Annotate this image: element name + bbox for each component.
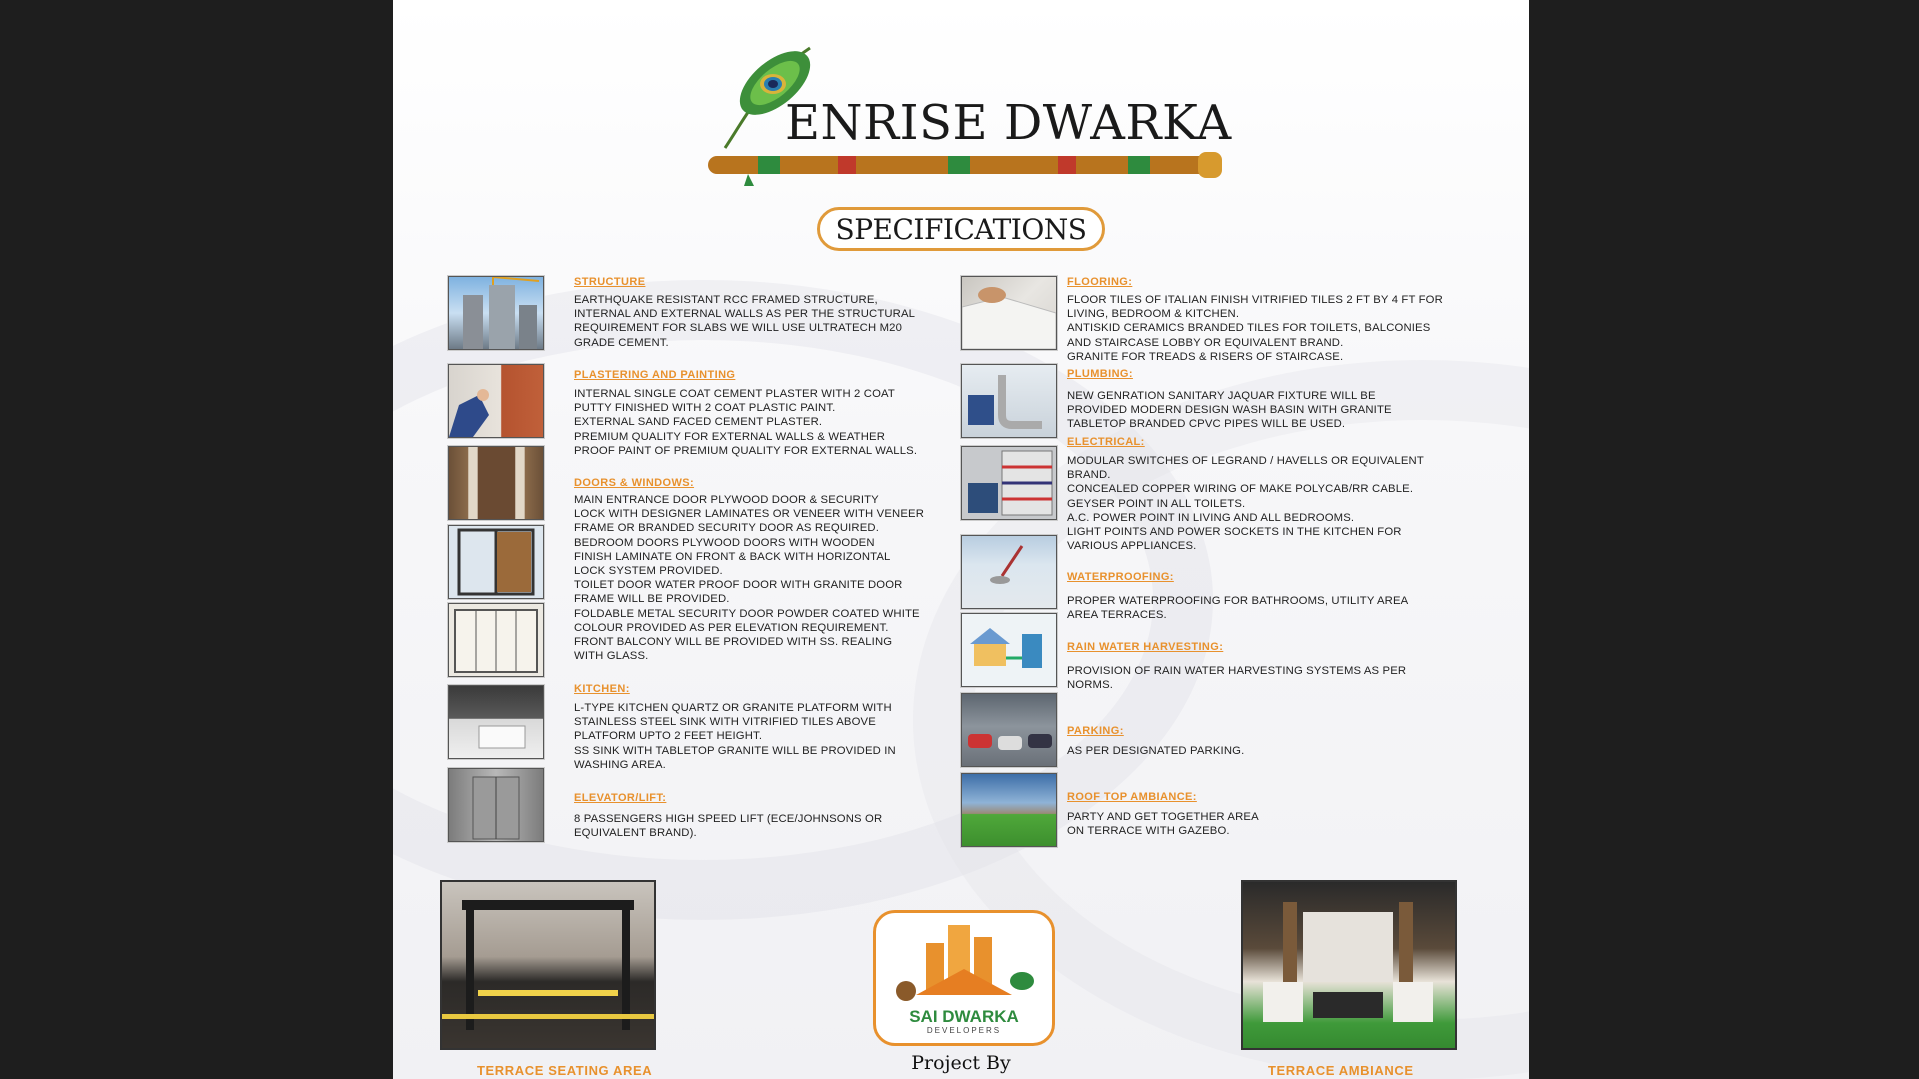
plastering-text: INTERNAL SINGLE COAT CEMENT PLASTER WITH 2 COAT PUTTY FINISHED WITH 2 COAT PLASTIC PAINT. EXTERNAL SAND FACED CEMENT PLASTER. PREMIUM QUALITY FOR EXTERNAL WALLS & WEATHER PROOF PAINT OF PREMIUM QUALITY FOR EXTERNAL WALLS. (574, 388, 918, 457)
kitchen-photo (448, 685, 544, 759)
main-door-photo (448, 446, 544, 520)
parking-text: AS PER DESIGNATED PARKING. (1067, 745, 1245, 757)
flooring-photo (961, 276, 1057, 350)
brochure-poster (393, 0, 1529, 1079)
terrace-ambiance-photo (1241, 880, 1457, 1050)
rain-water-harvesting-heading: RAIN WATER HARVESTING: (1067, 641, 1224, 653)
developer-logo (873, 910, 1055, 1046)
buildings-icon (876, 913, 1052, 1009)
doors-windows-text: MAIN ENTRANCE DOOR PLYWOOD DOOR & SECURITY LOCK WITH DESIGNER LAMINATES OR VENEER WITH VENEER FRAME OR BRANDED SECURITY DOOR AS REQUIRED. BEDROOM DOORS PLYWOOD DOORS WITH WOODEN FINISH LAMINATE ON FRONT & BACK WITH HORIZONTAL LOCK SYSTEM PROVIDED. TOILET DOOR WATER PROOF DOOR WITH GRANITE DOOR FRAME WILL BE PROVIDED. FOLDABLE METAL SECURITY DOOR POWDER COATED WHITE COLOUR PROVIDED AS PER ELEVATION REQUIREMENT. FRONT BALCONY WILL BE PROVIDED WITH SS. REALING WITH GLASS. (574, 494, 925, 663)
electrical-photo (961, 446, 1057, 520)
structure-text: EARTHQUAKE RESISTANT RCC FRAMED STRUCTURE, INTERNAL AND EXTERNAL WALLS AS PER THE STRUCTURAL REQUIREMENT FOR SLABS WE WILL USE ULTRATECH M20 GRADE CEMENT. (574, 294, 916, 349)
roof-top-photo (961, 773, 1057, 847)
plumbing-heading: PLUMBING: (1067, 368, 1133, 380)
flute-icon (698, 146, 1228, 186)
window-photo (448, 525, 544, 599)
terrace-seating-photo (440, 880, 656, 1050)
waterproofing-heading: WATERPROOFING: (1067, 571, 1174, 583)
plastering-heading: PLASTERING AND PAINTING (574, 369, 736, 381)
page-title: ENRISE DWARKA (785, 95, 1232, 151)
waterproofing-text: PROPER WATERPROOFING FOR BATHROOMS, UTILITY AREA AREA TERRACES. (1067, 595, 1409, 622)
terrace-ambiance-caption: TERRACE AMBIANCE (1268, 1063, 1414, 1078)
elevator-heading: ELEVATOR/LIFT: (574, 792, 667, 804)
roof-top-text: PARTY AND GET TOGETHER AREA ON TERRACE WITH GAZEBO. (1067, 811, 1259, 838)
rain-water-harvesting-text: PROVISION OF RAIN WATER HARVESTING SYSTEMS AS PER NORMS. (1067, 665, 1407, 692)
kitchen-heading: KITCHEN: (574, 683, 630, 695)
waterproofing-photo (961, 535, 1057, 609)
sliding-door-photo (448, 603, 544, 677)
electrical-heading: ELECTRICAL: (1067, 436, 1145, 448)
plumbing-photo (961, 364, 1057, 438)
elevator-text: 8 PASSENGERS HIGH SPEED LIFT (ECE/JOHNSONS OR EQUIVALENT BRAND). (574, 813, 883, 840)
roof-top-heading: ROOF TOP AMBIANCE: (1067, 791, 1197, 803)
project-by-text: Project By (911, 1052, 1011, 1074)
parking-heading: PARKING: (1067, 725, 1124, 737)
kitchen-text: L-TYPE KITCHEN QUARTZ OR GRANITE PLATFORM WITH STAINLESS STEEL SINK WITH VITRIFIED TILES ABOVE PLATFORM UPTO 2 FEET HEIGHT. SS SINK WITH TABLETOP GRANITE WILL BE PROVIDED IN WASHING AREA. (574, 702, 896, 771)
structure-photo (448, 276, 544, 350)
rain-water-harvesting-photo (961, 613, 1057, 687)
terrace-seating-caption: TERRACE SEATING AREA (477, 1063, 653, 1078)
structure-heading: STRUCTURE (574, 276, 646, 288)
logo-name: SAI DWARKA (909, 1007, 1019, 1026)
logo-subtitle: DEVELOPERS (926, 1026, 1002, 1035)
doors-windows-heading: DOORS & WINDOWS: (574, 477, 695, 489)
flooring-text: FLOOR TILES OF ITALIAN FINISH VITRIFIED TILES 2 FT BY 4 FT FOR LIVING, BEDROOM & KITCHEN. ANTISKID CERAMICS BRANDED TILES FOR TOILETS, BALCONIES AND STAIRCASE LOBBY OR EQUIVALENT BRAND. GRANITE FOR TREADS & RISERS OF STAIRCASE. (1067, 294, 1443, 363)
parking-photo (961, 693, 1057, 767)
plastering-photo (448, 364, 544, 438)
plumbing-text: NEW GENRATION SANITARY JAQUAR FIXTURE WILL BE PROVIDED MODERN DESIGN WASH BASIN WITH GRANITE TABLETOP BRANDED CPVC PIPES WILL BE USED. (1067, 390, 1392, 431)
flooring-heading: FLOORING: (1067, 276, 1133, 288)
specifications-heading: SPECIFICATIONS (817, 207, 1105, 251)
electrical-text: MODULAR SWITCHES OF LEGRAND / HAVELLS OR EQUIVALENT BRAND. CONCEALED COPPER WIRING OF MAKE POLYCAB/RR CABLE. GEYSER POINT IN ALL TOILETS. A.C. POWER POINT IN LIVING AND ALL BEDROOMS. LIGHT POINTS AND POWER SOCKETS IN THE KITCHEN FOR VARIOUS APPLIANCES. (1067, 455, 1424, 553)
elevator-photo (448, 768, 544, 842)
